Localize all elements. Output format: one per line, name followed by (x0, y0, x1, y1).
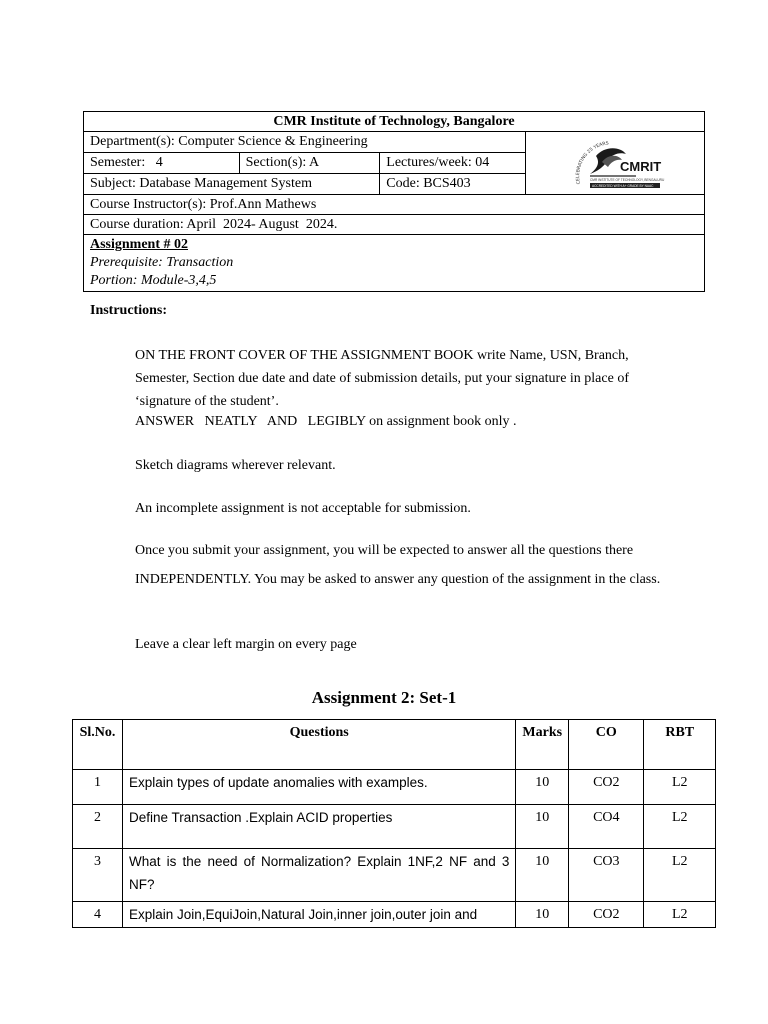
rbt-cell: L2 (644, 770, 716, 805)
col-header-slno: Sl.No. (73, 720, 123, 770)
table-row (73, 849, 716, 902)
logo-cell (526, 132, 705, 195)
col-header-co: CO (569, 720, 644, 770)
logo-badge: ACCREDITED WITH A+ GRADE BY NAAC (591, 184, 653, 188)
rbt-cell: L2 (644, 849, 716, 902)
section-cell: Section(s): A (239, 153, 380, 174)
instruction-item: An incomplete assignment is not acceptable for submission. (135, 501, 471, 516)
portion: Portion: Module-3,4,5 (90, 273, 217, 288)
assignment-number: Assignment # 02 (90, 237, 189, 252)
course-header-table (83, 111, 705, 292)
table-header-row (73, 720, 716, 770)
table-row (73, 805, 716, 849)
table-row (73, 770, 716, 805)
col-header-marks: Marks (516, 720, 569, 770)
col-header-questions: Questions (122, 720, 515, 770)
table-row (73, 902, 716, 928)
question-text: Explain types of update anomalies with examples. (122, 770, 515, 805)
marks-cell: 10 (516, 770, 569, 805)
instructor-cell: Course Instructor(s): Prof.Ann Mathews (84, 195, 705, 215)
row-number: 2 (73, 805, 123, 849)
question-text: Define Transaction .Explain ACID properties (122, 805, 515, 849)
cmrit-logo-icon (528, 132, 703, 194)
instructions-heading: Instructions: (90, 303, 168, 318)
instruction-item: Once you submit your assignment, you will be expected to answer all the questions there INDEPENDENTLY. You may be asked to answer any question of the assignment in the class. (135, 543, 661, 587)
row-number: 1 (73, 770, 123, 805)
assignment-info-cell (84, 235, 705, 292)
instruction-item: ANSWER NEATLY AND LEGIBLY on assignment book only . (135, 414, 517, 429)
instruction-item: Sketch diagrams wherever relevant. (135, 458, 336, 473)
logo-arc-text: CELEBRATING 25 YEARS (575, 141, 609, 185)
row-number: 3 (73, 849, 123, 902)
department-cell: Department(s): Computer Science & Engineering (84, 132, 526, 153)
co-cell: CO2 (569, 902, 644, 928)
co-cell: CO4 (569, 805, 644, 849)
rbt-cell: L2 (644, 902, 716, 928)
instruction-item: ON THE FRONT COVER OF THE ASSIGNMENT BOOK write Name, USN, Branch, Semester, Section due date and date of submission details, put your signature in place of ‘signature of the student’. (135, 348, 629, 409)
co-cell: CO2 (569, 770, 644, 805)
rbt-cell: L2 (644, 805, 716, 849)
col-header-rbt: RBT (644, 720, 716, 770)
institute-name: CMR Institute of Technology, Bangalore (84, 112, 705, 132)
prerequisite: Prerequisite: Transaction (90, 255, 234, 270)
lectures-cell: Lectures/week: 04 (380, 153, 526, 174)
subject-cell: Subject: Database Management System (84, 174, 380, 195)
instruction-item: Leave a clear left margin on every page (135, 637, 357, 652)
cmrit-logo (528, 132, 703, 194)
row-number: 4 (73, 902, 123, 928)
logo-subline: CMR INSTITUTE OF TECHNOLOGY, BENGALURU (589, 178, 664, 182)
question-text: What is the need of Normalization? Explain 1NF,2 NF and 3 NF? (122, 849, 515, 902)
question-text: Explain Join,EquiJoin,Natural Join,inner join,outer join and (122, 902, 515, 928)
marks-cell: 10 (516, 849, 569, 902)
co-cell: CO3 (569, 849, 644, 902)
logo-name: CMRIT (619, 159, 661, 174)
semester-cell: Semester: 4 (84, 153, 240, 174)
marks-cell: 10 (516, 902, 569, 928)
questions-table (72, 719, 716, 928)
duration-cell: Course duration: April 2024- August 2024. (84, 215, 705, 235)
marks-cell: 10 (516, 805, 569, 849)
code-cell: Code: BCS403 (380, 174, 526, 195)
set-title: Assignment 2: Set-1 (311, 688, 457, 707)
